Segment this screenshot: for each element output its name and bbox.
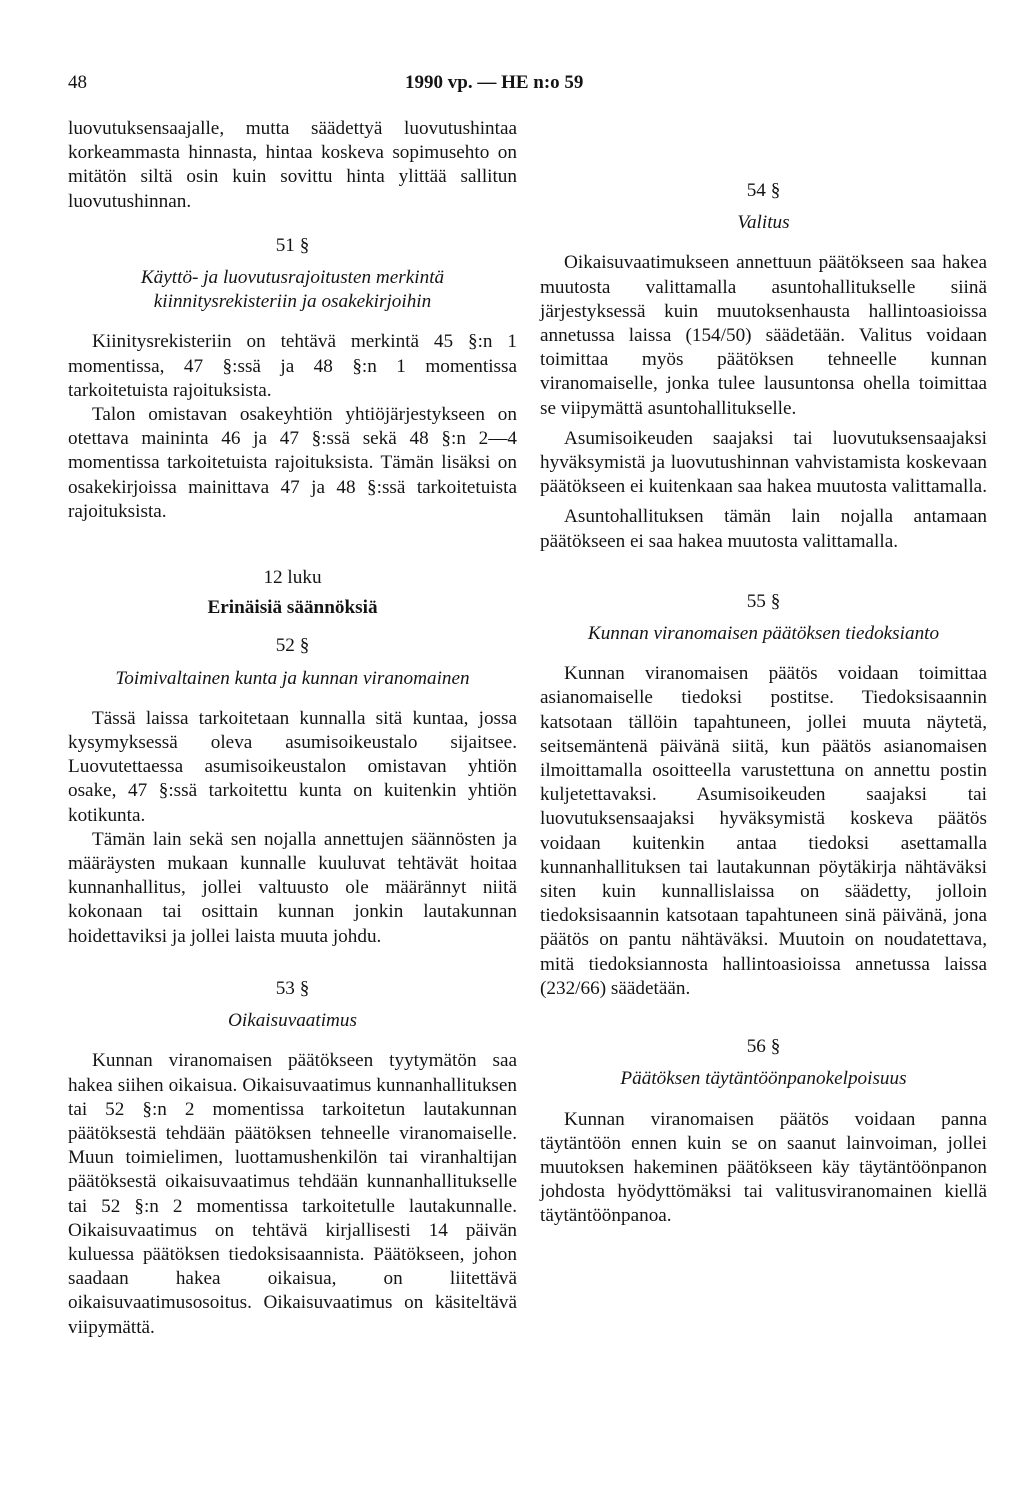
section-54-number: 54 § — [746, 180, 781, 201]
section-51-paragraph-2: Talon omistavan osakeyhtiön yhtiöjärjestykseen on otettava maininta 46 ja 47 §:ssä sekä 48 §:n 2—4 momentissa tarkoitetuista rajoituksista. Tämän lisäksi on osakekirjoissa mainittava 47 ja 48 §:ssä tarkoitetuista rajoituksista. — [68, 404, 517, 522]
page-number: 48 — [68, 72, 87, 93]
chapter-title: Erinäisiä säännöksiä — [207, 597, 378, 619]
intro-paragraph: luovutuksensaajalle, mutta säädettyä luovutushintaa korkeammasta hinnasta, hintaa koskeva sopimusehto on mitätön siltä osin kuin sovittu hinta ylittää sallitun luovutushinnan. — [68, 118, 517, 212]
section-56-title: Päätöksen täytäntöönpanokelpoisuus — [620, 1068, 907, 1090]
section-53-number: 53 § — [275, 977, 310, 999]
section-54-title: Valitus — [737, 212, 790, 234]
section-52-title: Toimivaltainen kunta ja kunnan viranomainen — [115, 667, 470, 689]
section-55-title: Kunnan viranomaisen päätöksen tiedoksianto — [587, 623, 940, 645]
left-column — [68, 117, 517, 1340]
right-column — [540, 117, 987, 1229]
section-52-paragraph-1: Tässä laissa tarkoitetaan kunnalla sitä kuntaa, jossa kysymyksessä oleva asumisoikeustalo sijaitsee. Luovutettaessa asumisoikeustalon omistavan yhtiön osake, 47 §:ssä tarkoitettu kunta on kuitenkin yhtiön kotikunta. — [68, 707, 517, 826]
section-53-paragraph-1: Kunnan viranomaisen päätökseen tyytymätön saa hakea siihen oikaisua. Oikaisuvaatimus kunnanhallituksen tai 52 §:n 2 momentissa tarkoitetun lautakunnan päätöksestä tehdään päätöksen tehneelle viranomaiselle. Muun toimielimen, luottamushenkilön tai viranhaltijan päätöksestä oikaisuvaatimus tehdään kunnanhallitukselle tai 52 §:n 2 momentissa tarkoitetulle lautakunnalle. Oikaisuvaatimus on tehtävä kirjallisesti 14 päivän kuluessa päätöksen tiedoksisaannista. Päätökseen, johon saadaan hakea oikaisua, on liitettävä oikaisuvaatimusosoitus. Oikaisuvaatimus on käsiteltävä viipymättä. — [68, 1050, 517, 1338]
section-54-paragraph-1: Oikaisuvaatimukseen annettuun päätökseen saa hakea muutosta valittamalla asuntohallitukselle siinä järjestyksessä kuin muutoksenhausta hallintoasioissa annetussa laissa (154/50) säädetään. Valitus voidaan toimittaa myös päätöksen tehneelle kunnan viranomaiselle, jonka tulee lausuntonsa ohella toimittaa se viipymättä asuntohallitukselle. — [540, 252, 987, 419]
section-52-number: 52 § — [275, 635, 310, 657]
section-56-paragraph-1: Kunnan viranomaisen päätös voidaan panna täytäntöön ennen kuin se on saanut lainvoiman, jollei muutoksen hakeminen päätökseen käy täytäntöönpanon johdosta hyödyttömäksi tai valitusviranomainen kiellä täytäntöönpanoa. — [540, 1108, 987, 1227]
section-54-paragraph-3: Asuntohallituksen tämän lain nojalla antamaan päätökseen ei saa hakea muutosta valittamalla. — [540, 506, 987, 552]
page-header — [0, 72, 1024, 102]
section-55-number: 55 § — [746, 590, 781, 612]
chapter-number: 12 luku — [263, 567, 322, 589]
running-title: 1990 vp. — HE n:o 59 — [405, 72, 584, 93]
section-51-title: Käyttö- ja luovutusrajoitusten merkintä kiinnitysrekisteriin ja osakekirjoihin — [140, 267, 445, 313]
section-51-paragraph-1: Kiinitysrekisteriin on tehtävä merkintä 45 §:n 1 momentissa, 47 §:ssä ja 48 §:n 1 momentissa tarkoitetuista rajoituksista. — [68, 331, 517, 401]
section-55-paragraph-1: Kunnan viranomaisen päätös voidaan toimittaa asianomaiselle tiedoksi postitse. Tiedoksisaannin katsotaan tällöin tapahtuneen, jollei muuta näytetä, seitsemäntenä päivänä siitä, kun päätös asianomaisen ilmoittamalla osoitteella varustettuna on annettu postin kuljetettavaksi. Asumisoikeuden saajaksi tai luovutuksensaajaksi hyväksymistä koskeva päätös voidaan kuitenkin antaa tiedoksi asettamalla kunnanhallituksen tai lautakunnan pöytäkirja nähtäväksi siten kuin kunnallislaissa on säädetty, jolloin tiedoksisaannin katsotaan tapahtuneen sinä päivänä, jona päätös on pantu nähtäväksi. Muutoin on noudatettava, mitä tiedoksiannosta hallintoasioissa annetussa laissa (232/66) säädetään. — [540, 663, 987, 999]
section-52-paragraph-2: Tämän lain sekä sen nojalla annettujen säännösten ja määräysten mukaan kunnalle kuuluvat tehtävät hoitaa kunnanhallitus, jollei valtuusto ole määrännyt niitä kokonaan tai osittain kunnan jonkin lautakunnan hoidettaviksi ja jollei laista muuta johdu. — [68, 828, 517, 947]
section-51-number: 51 § — [275, 234, 310, 256]
section-53-title: Oikaisuvaatimus — [228, 1010, 357, 1032]
section-56-number: 56 § — [746, 1036, 781, 1058]
section-54-paragraph-2: Asumisoikeuden saajaksi tai luovutuksensaajaksi hyväksymistä ja luovutushinnan vahvistamista koskevaan päätökseen ei kuitenkaan saa hakea muutosta valittamalla. — [540, 427, 987, 498]
